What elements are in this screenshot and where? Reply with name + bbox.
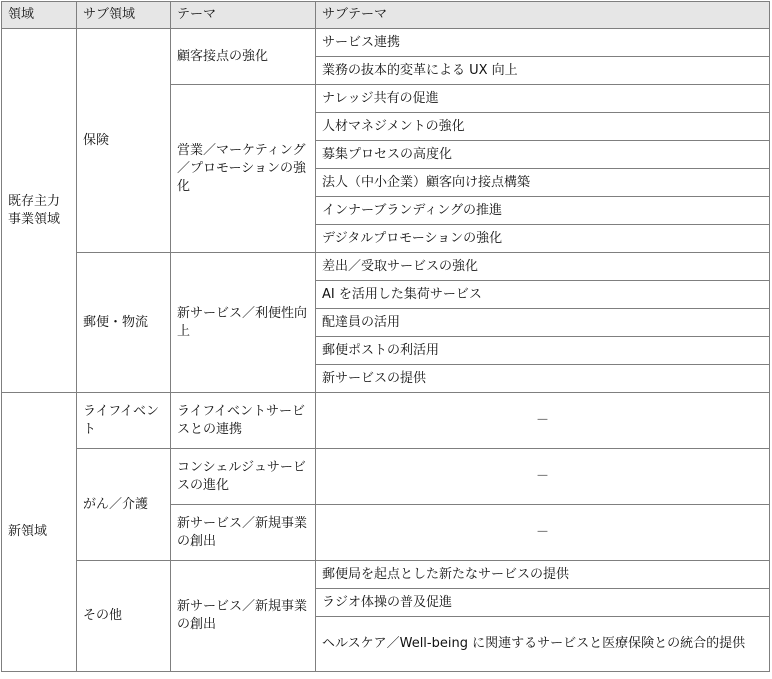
area-new: 新領域 xyxy=(2,393,77,672)
theme-sales-marketing: 営業／マーケティング／プロモーションの強化 xyxy=(171,85,316,253)
subtheme-cell: 募集プロセスの高度化 xyxy=(316,141,770,169)
header-subtheme: サブテーマ xyxy=(316,2,770,29)
subtheme-cell: － xyxy=(316,449,770,505)
subtheme-cell: インナーブランディングの推進 xyxy=(316,197,770,225)
theme-table xyxy=(1,1,770,672)
subtheme-cell: ナレッジ共有の促進 xyxy=(316,85,770,113)
subarea-postal: 郵便・物流 xyxy=(77,253,171,393)
subtheme-cell: 法人（中小企業）顧客向け接点構築 xyxy=(316,169,770,197)
theme-concierge: コンシェルジュサービスの進化 xyxy=(171,449,316,505)
header-area: 領域 xyxy=(2,2,77,29)
table-row xyxy=(2,29,770,57)
header-row xyxy=(2,2,770,29)
theme-new-business: 新サービス／新規事業の創出 xyxy=(171,561,316,672)
subarea-cancer-care: がん／介護 xyxy=(77,449,171,561)
theme-life-event-service: ライフイベントサービスとの連携 xyxy=(171,393,316,449)
table-row xyxy=(2,561,770,589)
theme-new-service-convenience: 新サービス／利便性向上 xyxy=(171,253,316,393)
table-row xyxy=(2,393,770,449)
subtheme-cell: 業務の抜本的変革による UX 向上 xyxy=(316,57,770,85)
subtheme-cell: － xyxy=(316,393,770,449)
area-existing: 既存主力事業領域 xyxy=(2,29,77,393)
subtheme-cell: デジタルプロモーションの強化 xyxy=(316,225,770,253)
subarea-other: その他 xyxy=(77,561,171,672)
theme-customer-contact: 顧客接点の強化 xyxy=(171,29,316,85)
subtheme-cell: ヘルスケア／Well-being に関連するサービスと医療保険との統合的提供 xyxy=(316,617,770,672)
subtheme-cell: 郵便ポストの利活用 xyxy=(316,337,770,365)
subtheme-cell: － xyxy=(316,505,770,561)
subtheme-cell: 人材マネジメントの強化 xyxy=(316,113,770,141)
subtheme-cell: 新サービスの提供 xyxy=(316,365,770,393)
subarea-life-event: ライフイベント xyxy=(77,393,171,449)
subtheme-cell: AI を活用した集荷サービス xyxy=(316,281,770,309)
header-theme: テーマ xyxy=(171,2,316,29)
table-row xyxy=(2,449,770,505)
subtheme-cell: 郵便局を起点とした新たなサービスの提供 xyxy=(316,561,770,589)
subarea-insurance: 保険 xyxy=(77,29,171,253)
header-subarea: サブ領域 xyxy=(77,2,171,29)
subtheme-cell: 差出／受取サービスの強化 xyxy=(316,253,770,281)
theme-new-business: 新サービス／新規事業の創出 xyxy=(171,505,316,561)
subtheme-cell: サービス連携 xyxy=(316,29,770,57)
table-row xyxy=(2,253,770,281)
subtheme-cell: 配達員の活用 xyxy=(316,309,770,337)
subtheme-cell: ラジオ体操の普及促進 xyxy=(316,589,770,617)
